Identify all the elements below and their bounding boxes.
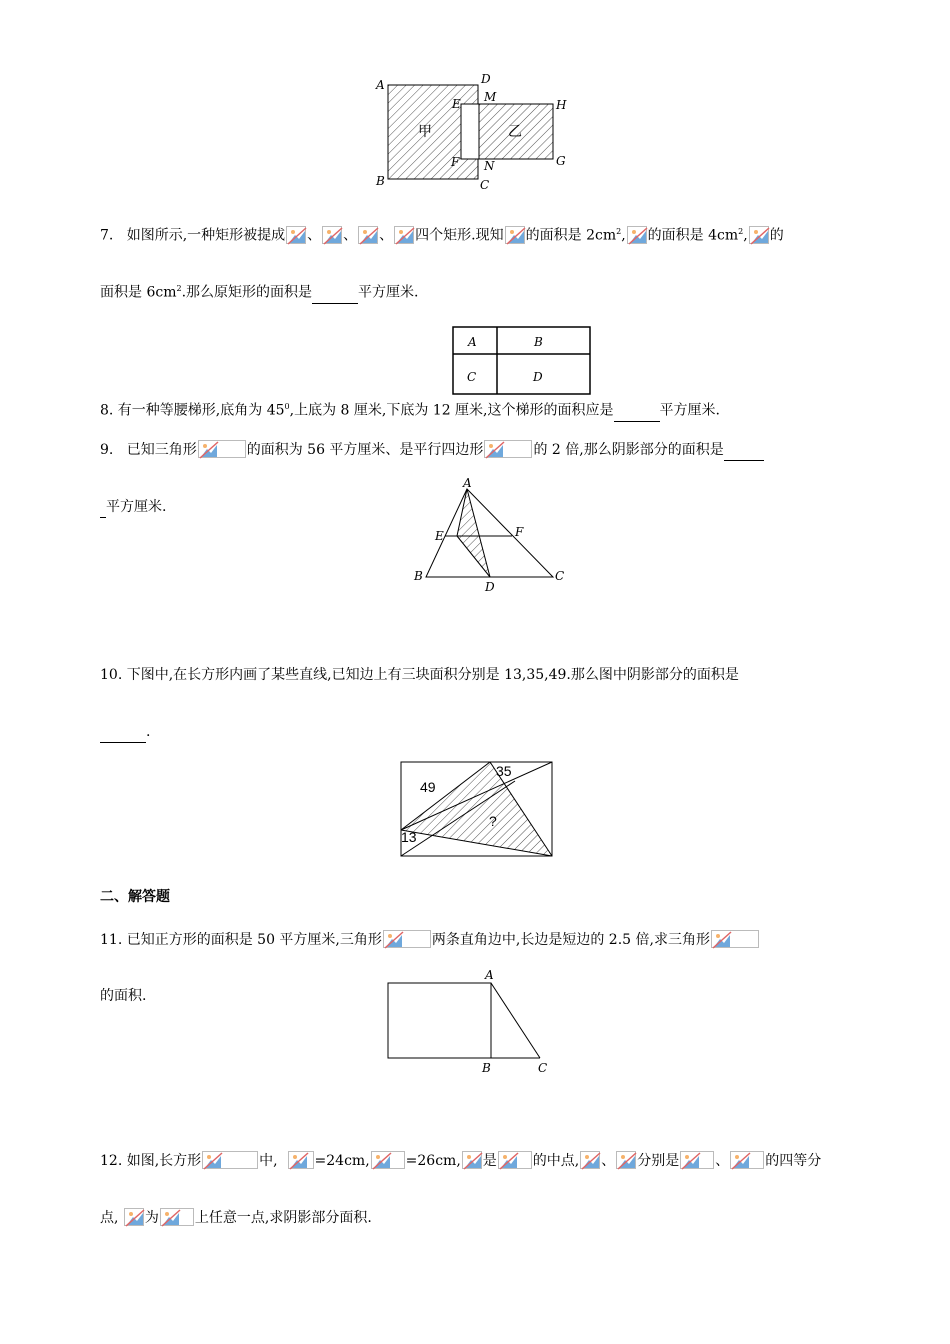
broken-image-icon [680, 1151, 714, 1169]
broken-image-icon [730, 1151, 764, 1169]
sq-label-B: B [482, 1061, 491, 1075]
label-N: N [484, 159, 495, 173]
answer-blank[interactable] [724, 440, 764, 461]
tri-label-B: B [414, 569, 423, 583]
grid-label-C: C [467, 370, 477, 384]
label-D: D [481, 72, 491, 86]
broken-image-icon [505, 226, 525, 244]
broken-image-icon [124, 1208, 144, 1226]
broken-image-icon [484, 440, 532, 458]
grid-label-A: A [468, 335, 477, 349]
square-triangle-figure [385, 965, 560, 1075]
area-label-unknown: ? [489, 813, 497, 829]
broken-image-icon [749, 226, 769, 244]
q9-line1: 9. 已知三角形 的面积为 56 平方厘米、是平行四边形 的 2 倍,那么阴影部分的面积是 [100, 440, 764, 461]
label-M: M [484, 90, 497, 104]
q11-line1: 11. 已知正方形的面积是 50 平方厘米,三角形 两条直角边中,长边是短边的 2.5 倍,求三角形 [100, 930, 760, 950]
broken-image-icon [394, 226, 414, 244]
broken-image-icon [358, 226, 378, 244]
area-figure-jia-yi [370, 70, 580, 195]
q7-text: 如图所示,一种矩形被提成 [126, 227, 286, 244]
broken-image-icon [202, 1151, 258, 1169]
broken-image-icon [462, 1151, 482, 1169]
label-E: E [452, 97, 461, 111]
area-label-35: 35 [496, 763, 512, 779]
q8-line: 8. 有一种等腰梯形,底角为 $45^0$,上底为 8 厘米,下底为 12 厘米,这个梯形的面积应是 平方厘米. [100, 397, 720, 422]
tri-label-C: C [555, 569, 565, 583]
label-H: H [556, 98, 567, 112]
broken-image-icon [580, 1151, 600, 1169]
q10-line2: . [100, 722, 150, 743]
label-yi: 乙 [508, 124, 522, 140]
q7-number: 7. [100, 227, 114, 244]
rectangle-area-figure [400, 760, 555, 858]
triangle-figure [410, 477, 575, 592]
q9-line2: 平方厘米. [100, 497, 166, 518]
broken-image-icon [286, 226, 306, 244]
broken-image-icon [371, 1151, 405, 1169]
q11-line2: 的面积. [100, 988, 147, 1004]
tri-label-F: F [515, 525, 524, 539]
tri-label-E: E [435, 529, 444, 543]
label-A: A [376, 78, 385, 92]
answer-blank[interactable] [312, 283, 358, 304]
broken-image-icon [383, 930, 431, 948]
q7-line2: 面积是 $6cm^2$.那么原矩形的面积是 平方厘米. [100, 279, 418, 304]
broken-image-icon [627, 226, 647, 244]
q12-line2: 点, 为 上任意一点,求阴影部分面积. [100, 1210, 372, 1226]
broken-image-icon [322, 226, 342, 244]
grid-label-B: B [534, 335, 543, 349]
tri-label-A: A [463, 476, 472, 490]
q12-line1: 12. 如图,长方形 中, =24cm, =26cm, 是 的中点, 、 分别是 、 的四等分 [100, 1153, 822, 1169]
sq-label-C: C [538, 1061, 548, 1075]
area-label-49: 49 [420, 779, 436, 795]
area-label-13: 13 [401, 829, 417, 845]
broken-image-icon [288, 1151, 314, 1169]
rectangle-grid-figure [452, 326, 592, 396]
broken-image-icon [160, 1208, 194, 1226]
label-C: C [480, 178, 490, 192]
label-jia: 甲 [418, 124, 432, 140]
label-F: F [451, 155, 460, 169]
grid-label-D: D [533, 370, 543, 384]
broken-image-icon [198, 440, 246, 458]
label-B: B [376, 174, 385, 188]
answer-blank[interactable] [100, 722, 146, 743]
sq-label-A: A [485, 968, 494, 982]
broken-image-icon [616, 1151, 636, 1169]
tri-label-D: D [485, 580, 495, 594]
label-G: G [556, 154, 566, 168]
answer-blank[interactable] [614, 401, 660, 422]
q7-line1: 7. 如图所示,一种矩形被提成 、 、 、 四个矩形.现知 的面积是 $2cm^2$, 的面积是 $4cm^2$, 的 [100, 227, 784, 244]
broken-image-icon [498, 1151, 532, 1169]
broken-image-icon [711, 930, 759, 948]
q10-line1: 10. 下图中,在长方形内画了某些直线,已知边上有三块面积分别是 13,35,49.那么图中阴影部分的面积是 [100, 667, 739, 683]
section-heading: 二、解答题 [100, 889, 170, 905]
